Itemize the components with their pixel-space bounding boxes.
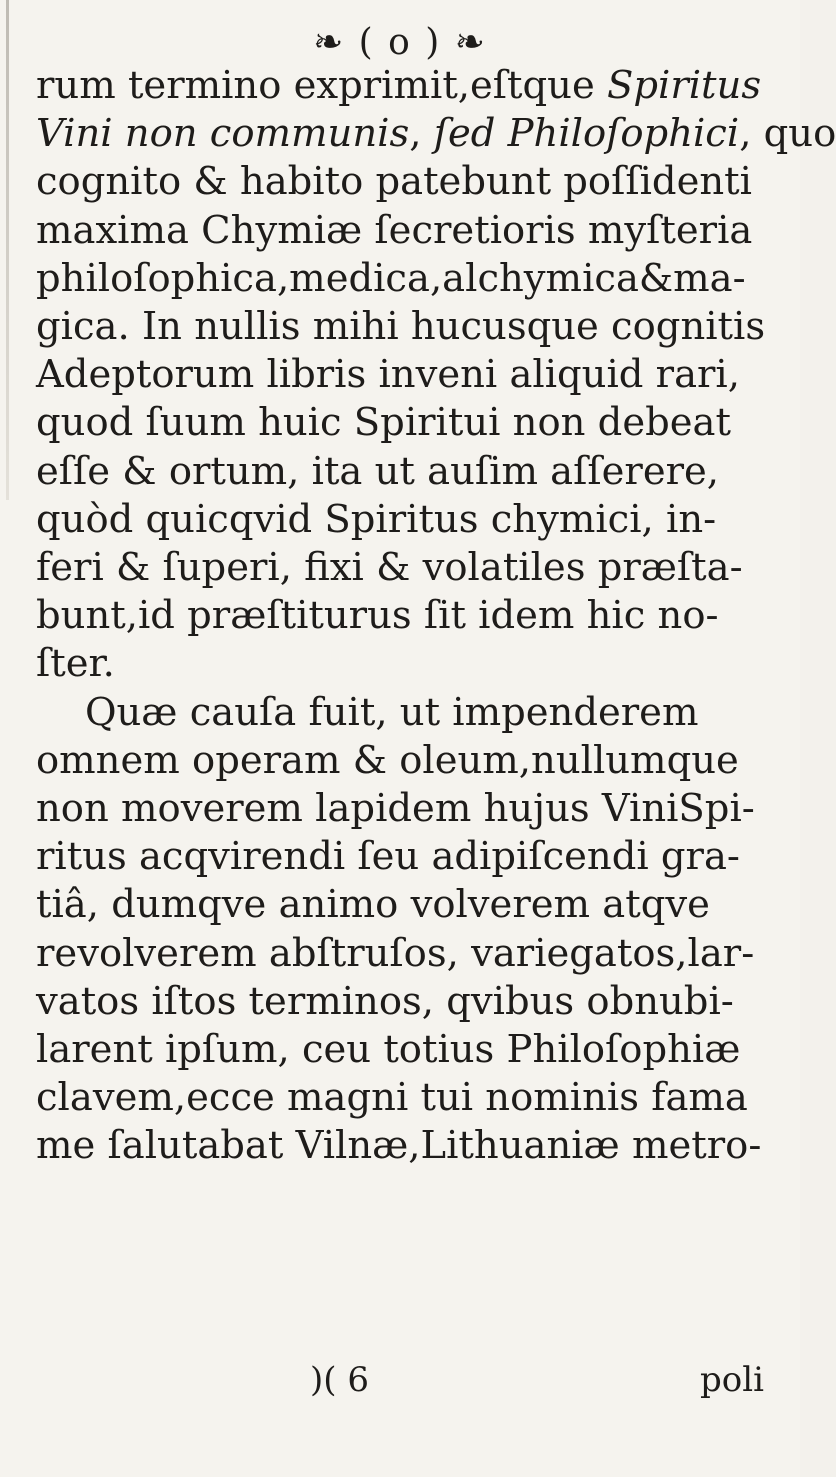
text-line: philoſophica,medica,alchymica&ma- <box>36 255 746 301</box>
page-header-ornament: ❧ ( o ) ❧ <box>313 22 487 63</box>
text-line: vatos iſtos terminos, qvibus obnubi- <box>36 978 734 1024</box>
text-line: quòd quicqvid Spiritus chymici, in- <box>36 496 717 542</box>
text-line: Vini non communis, ſed Philoſophici, quo <box>36 111 836 157</box>
text-line: feri & ſuperi, fixi & volatiles præſta- <box>36 545 743 591</box>
signature-mark: )( 6 <box>310 1360 369 1400</box>
text-line: gica. In nullis mihi hucusque cognitis <box>36 304 766 350</box>
text-line: Quæ cauſa fuit, ut impenderem <box>36 689 699 735</box>
text-line: tiâ, dumqve animo volverem atqve <box>36 882 710 928</box>
text-line: eſſe & ortum, ita ut auſim aſſerere, <box>36 448 720 494</box>
text-line: ritus acqvirendi ſeu adipiſcendi gra- <box>36 834 740 880</box>
page-edge-shadow <box>6 0 9 500</box>
text-line: omnem operam & oleum,nullumque <box>36 737 739 783</box>
text-line: rum termino exprimit,eſtque Spiritus <box>36 63 762 108</box>
text-line: larent ipſum, ceu totius Philoſophiæ <box>36 1027 741 1073</box>
text-line: bunt,id præſtiturus ſit idem hic no- <box>36 593 719 639</box>
text-line: non moverem lapidem hujus ViniSpi- <box>36 786 755 832</box>
text-line: clavem,ecce magni tui nominis fama <box>36 1075 748 1121</box>
body-text <box>36 62 836 1171</box>
catchword: poli <box>700 1360 764 1400</box>
text-line: Adeptorum libris inveni aliquid rari, <box>36 352 740 398</box>
text-line: ſter. <box>36 641 115 687</box>
text-line: cognito & habito patebunt poſſidenti <box>36 159 752 205</box>
text-line: revolverem abſtruſos, variegatos,lar- <box>36 930 755 976</box>
text-line: quod ſuum huic Spiritui non debeat <box>36 400 731 446</box>
text-line: me ſalutabat Vilnæ,Lithuaniæ metro- <box>36 1123 762 1169</box>
text-line: maxima Chymiæ ſecretioris myſteria <box>36 207 753 253</box>
